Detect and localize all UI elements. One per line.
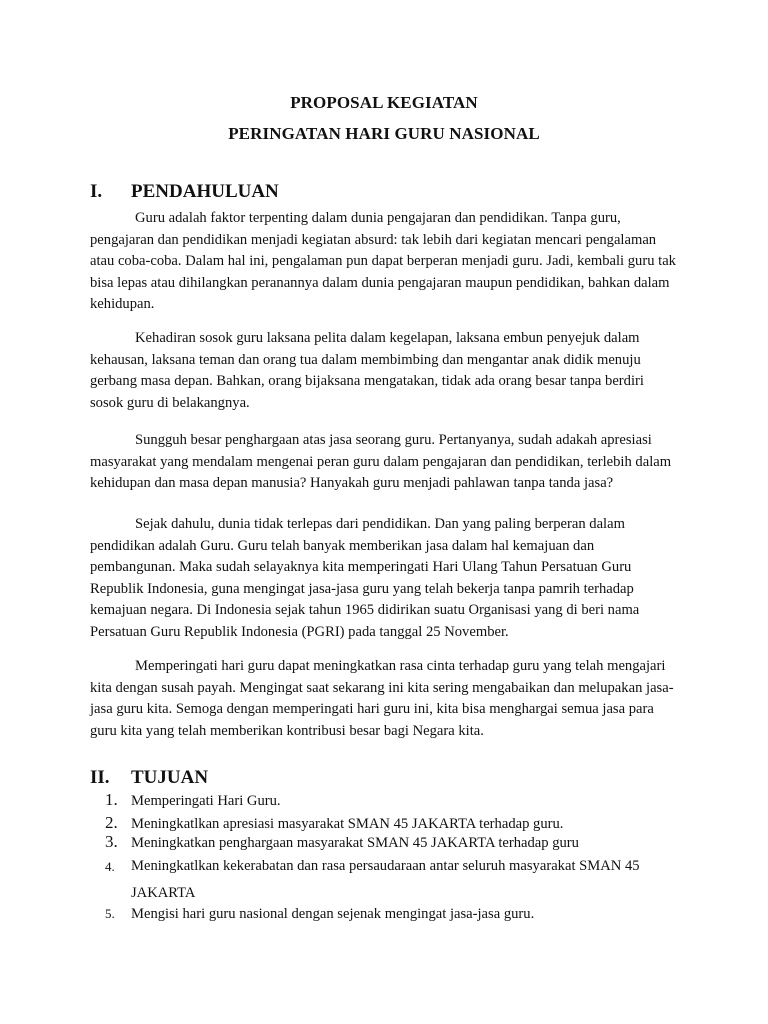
- objective-item: [105, 853, 685, 907]
- paragraph: Sungguh besar penghargaan atas jasa seorang guru. Pertanyanya, sudah adakah apresiasi masyarakat yang mendalam mengenai peran guru dalam pengajaran dan pendidikan, terlebih dalam kehidupan dan masa depan manusia? Hanyakah guru menjadi pahlawan tanpa tanda jasa?: [90, 432, 672, 491]
- section-title: PENDAHULUAN: [131, 181, 279, 202]
- objective-text: Meningkatlkan apresiasi masyarakat SMAN 45 JAKARTA terhadap guru.: [131, 816, 564, 832]
- objective-text: Meningkatkan penghargaan masyarakat SMAN 45 JAKARTA terhadap guru: [131, 835, 579, 851]
- objective-item: [105, 813, 685, 833]
- section-number: I.: [90, 181, 103, 202]
- section-heading-tujuan: [90, 767, 208, 789]
- paragraph: Guru adalah faktor terpenting dalam dunia pengajaran dan pendidikan. Tanpa guru, pengajaran dan pendidikan menjadi kegiatan absurd: tak lebih dari kegiatan mencari pengalaman atau coba-coba. Dalam hal ini, pengalaman pun dapat berperan menjadi guru. Jadi, kembali guru tak bisa lepas atau dihilangkan peranannya dalam dunia pengajaran maupun pendidikan, bahkan dalam kehidupan.: [90, 210, 676, 312]
- document-subtitle: PERINGATAN HARI GURU NASIONAL: [228, 124, 540, 143]
- section-number: II.: [90, 767, 110, 788]
- objective-text: Meningkatlkan kekerabatan dan rasa persaudaraan antar seluruh masyarakat SMAN 45 JAKARTA: [131, 858, 640, 901]
- section-heading-pendahuluan: [90, 181, 279, 203]
- objective-item: [105, 832, 685, 852]
- paragraph: Memperingati hari guru dapat meningkatkan rasa cinta terhadap guru yang telah mengajari kita dengan susah payah. Mengingat saat sekarang ini kita sering mengabaikan dan melupakan jasa-jasa guru kita. Semoga dengan memperingati hari guru ini, kita bisa menghargai semua jasa para guru kita yang telah memberikan kontribusi besar bagi Negara kita.: [90, 658, 674, 739]
- objective-number: 3.: [105, 832, 118, 851]
- section-title: TUJUAN: [131, 767, 209, 788]
- objective-text: Mengisi hari guru nasional dengan sejenak mengingat jasa-jasa guru.: [131, 906, 535, 922]
- document-title: PROPOSAL KEGIATAN: [290, 93, 478, 112]
- objective-number: 4.: [105, 859, 115, 874]
- objective-text: Memperingati Hari Guru.: [131, 793, 281, 809]
- objective-item: [105, 790, 685, 810]
- paragraph: Sejak dahulu, dunia tidak terlepas dari pendidikan. Dan yang paling berperan dalam pendidikan adalah Guru. Guru telah banyak memberikan jasa dalam hal kemajuan dan pembangunan. Maka sudah selayaknya kita memperingati Hari Ulang Tahun Persatuan Guru Republik Indonesia, guna mengingat jasa-jasa guru yang telah bekerja tanpa pamrih terhadap kemajuan negara. Di Indonesia sejak tahun 1965 didirikan suatu Organisasi yang di beri nama Persatuan Guru Republik Indonesia (PGRI) pada tanggal 25 November.: [90, 516, 640, 640]
- objective-number: 5.: [105, 906, 115, 921]
- paragraph: Kehadiran sosok guru laksana pelita dalam kegelapan, laksana embun penyejuk dalam kehausan, laksana teman dan orang tua dalam membimbing dan mengantar anak didik menuju gerbang masa depan. Bahkan, orang bijaksana mengatakan, tidak ada orang besar tanpa berdiri sosok guru di belakangnya.: [90, 330, 644, 411]
- objective-number: 1.: [105, 790, 118, 809]
- objective-number: 2.: [105, 813, 118, 832]
- objective-item: [105, 906, 685, 923]
